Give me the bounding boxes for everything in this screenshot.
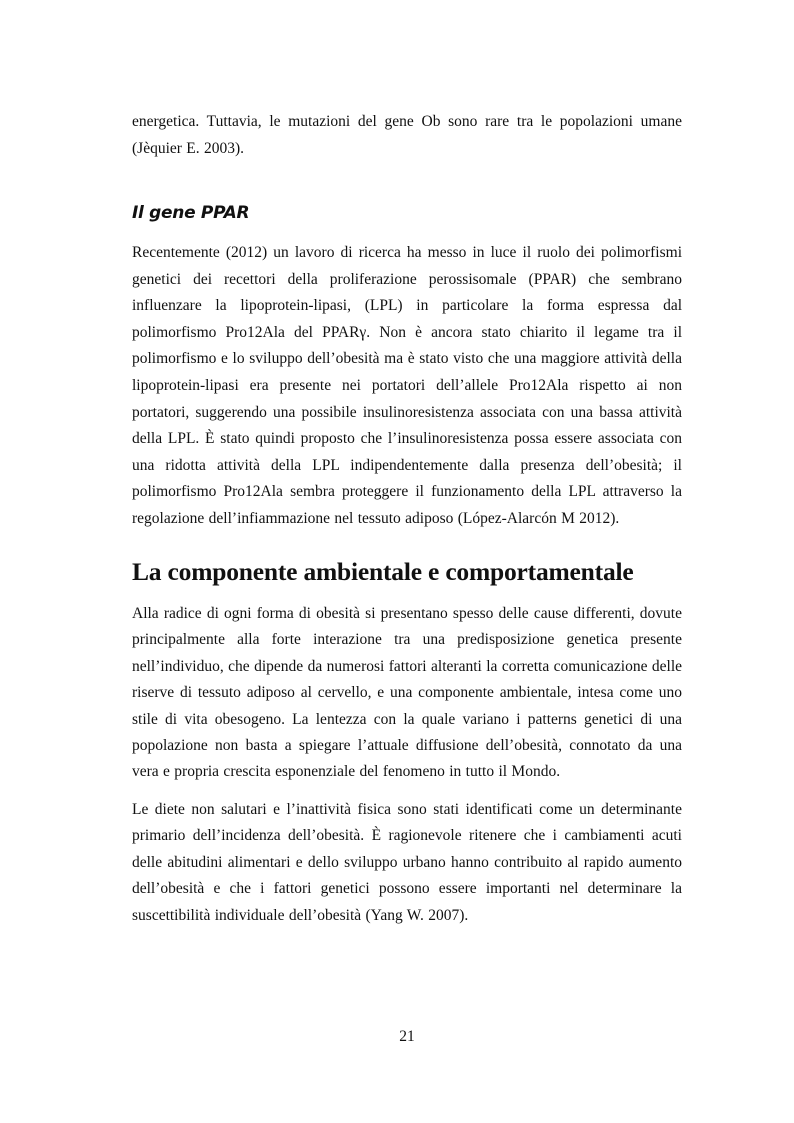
paragraph-intro: energetica. Tuttavia, le mutazioni del gene Ob sono rare tra le popolazioni umane (Jèquier E. 2003). <box>132 113 682 157</box>
paragraph-ambientale-1: Alla radice di ogni forma di obesità si presentano spesso delle cause differenti, dovute principalmente alla forte interazione tra una predisposizione genetica presente nell’individuo, che dipende da numerosi fattori alteranti la corretta comunicazione delle riserve di tessuto adiposo al cervello, e una componente ambientale, intesa come uno stile di vita obesogeno. La lentezza con la quale variano i patterns genetici di una popolazione non basta a spiegare l’attuale diffusione dell’obesità, connotato da una vera e propria crescita esponenziale del fenomeno in tutto il Mondo. <box>132 605 682 781</box>
heading-gene-ppar: Il gene PPAR <box>132 203 250 223</box>
heading-componente-ambientale: La componente ambientale e comportamentale <box>132 557 634 586</box>
paragraph-ambientale-2: Le diete non salutari e l’inattività fisica sono stati identificati come un determinante primario dell’incidenza dell’obesità. È ragionevole ritenere che i cambiamenti acuti delle abitudini alimentari e dello sviluppo urbano hanno contribuito al rapido aumento dell’obesità e che i fattori genetici possono essere importanti nel determinare la suscettibilità individuale dell’obesità (Yang W. 2007). <box>132 801 682 924</box>
paragraph-ppar: Recentemente (2012) un lavoro di ricerca ha messo in luce il ruolo dei polimorfismi genetici dei recettori della proliferazione perossisomale (PPAR) che sembrano influenzare la lipoprotein-lipasi, (LPL) in particolare la forma espressa dal polimorfismo Pro12Ala del PPARγ. Non è ancora stato chiarito il legame tra il polimorfismo e lo sviluppo dell’obesità ma è stato visto che una maggiore attività della lipoprotein-lipasi era presente nei portatori dell’allele Pro12Ala rispetto ai non portatori, suggerendo una possibile insulinoresistenza associata con una bassa attività della LPL. È stato quindi proposto che l’insulinoresistenza possa essere associata con una ridotta attività della LPL indipendentemente dalla presenza dell’obesità; il polimorfismo Pro12Ala sembra proteggere il funzionamento della LPL attraverso la regolazione dell’infiammazione nel tessuto adiposo (López-Alarcón M 2012). <box>132 244 682 527</box>
page-number: 21 <box>399 1028 415 1045</box>
